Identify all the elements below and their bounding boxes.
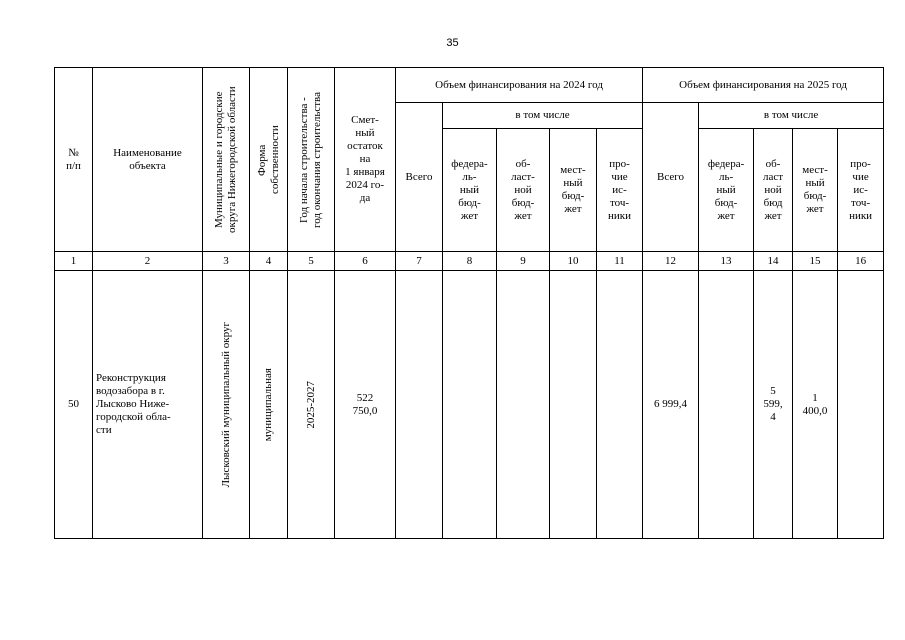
header-local-2025: мест- ный бюд- жет xyxy=(793,129,838,252)
federal-2024-value xyxy=(443,271,497,539)
column-number: 5 xyxy=(288,252,335,271)
header-regional-2024: об- ласт- ной бюд- жет xyxy=(497,129,550,252)
column-number: 15 xyxy=(793,252,838,271)
federal-2025-value xyxy=(699,271,754,539)
ownership-value: муниципальная xyxy=(262,367,274,442)
years-cell xyxy=(288,271,335,539)
financing-table xyxy=(54,67,884,539)
column-number: 13 xyxy=(699,252,754,271)
ownership-cell xyxy=(250,271,288,539)
column-number: 4 xyxy=(250,252,288,271)
column-number: 3 xyxy=(203,252,250,271)
column-number: 6 xyxy=(335,252,396,271)
other-2024-value xyxy=(597,271,643,539)
column-number: 2 xyxy=(93,252,203,271)
header-other-2024: про- чие ис- точ- ники xyxy=(597,129,643,252)
municipality-cell xyxy=(203,271,250,539)
row-number: 50 xyxy=(55,271,93,539)
column-number: 10 xyxy=(550,252,597,271)
table-row xyxy=(55,271,884,539)
header-other-2025: про- чие ис- точ- ники xyxy=(838,129,884,252)
municipality-value: Лысковский муниципальный округ xyxy=(219,321,232,488)
column-number: 7 xyxy=(396,252,443,271)
header-total-2025: Всего xyxy=(643,103,699,252)
years-value: 2025-2027 xyxy=(304,380,317,429)
header-fin-2024: Объем финансирования на 2024 год xyxy=(396,68,643,103)
header-federal-2024: федера- ль- ный бюд- жет xyxy=(443,129,497,252)
header-regional-2025: об- ласт ной бюд жет xyxy=(754,129,793,252)
column-number: 9 xyxy=(497,252,550,271)
local-2024-value xyxy=(550,271,597,539)
column-number-row xyxy=(55,252,884,271)
local-2025-value: 1 400,0 xyxy=(793,271,838,539)
column-number: 11 xyxy=(597,252,643,271)
header-federal-2025: федера- ль- ный бюд- жет xyxy=(699,129,754,252)
estimate-value: 522 750,0 xyxy=(335,271,396,539)
header-local-2024: мест- ный бюд- жет xyxy=(550,129,597,252)
regional-2025-value: 5 599, 4 xyxy=(754,271,793,539)
header-fin-2025: Объем финансирования на 2025 год xyxy=(643,68,884,103)
header-name: Наименование объекта xyxy=(93,68,203,252)
header-years: Год начала строительства - год окончания строительства xyxy=(298,91,323,228)
header-years-cell xyxy=(288,68,335,252)
header-including-2024: в том числе xyxy=(443,103,643,129)
page-number: 35 xyxy=(446,37,459,49)
regional-2024-value xyxy=(497,271,550,539)
header-municipality-cell xyxy=(203,68,250,252)
column-number: 12 xyxy=(643,252,699,271)
header-ownership: Форма собственности xyxy=(255,125,281,194)
column-number: 1 xyxy=(55,252,93,271)
column-number: 8 xyxy=(443,252,497,271)
total-2024-value xyxy=(396,271,443,539)
other-2025-value xyxy=(838,271,884,539)
header-no: № п/п xyxy=(55,68,93,252)
header-including-2025: в том числе xyxy=(699,103,884,129)
total-2025-value: 6 999,4 xyxy=(643,271,699,539)
header-municipality: Муниципальные и городские округа Нижегородской области xyxy=(213,86,238,233)
header-ownership-cell xyxy=(250,68,288,252)
header-estimate: Смет- ный остаток на 1 января 2024 го- да xyxy=(335,68,396,252)
object-name: Реконструкция водозабора в г. Лысково Ниже- городской обла- сти xyxy=(93,271,203,539)
header-total-2024: Всего xyxy=(396,103,443,252)
column-number: 14 xyxy=(754,252,793,271)
column-number: 16 xyxy=(838,252,884,271)
